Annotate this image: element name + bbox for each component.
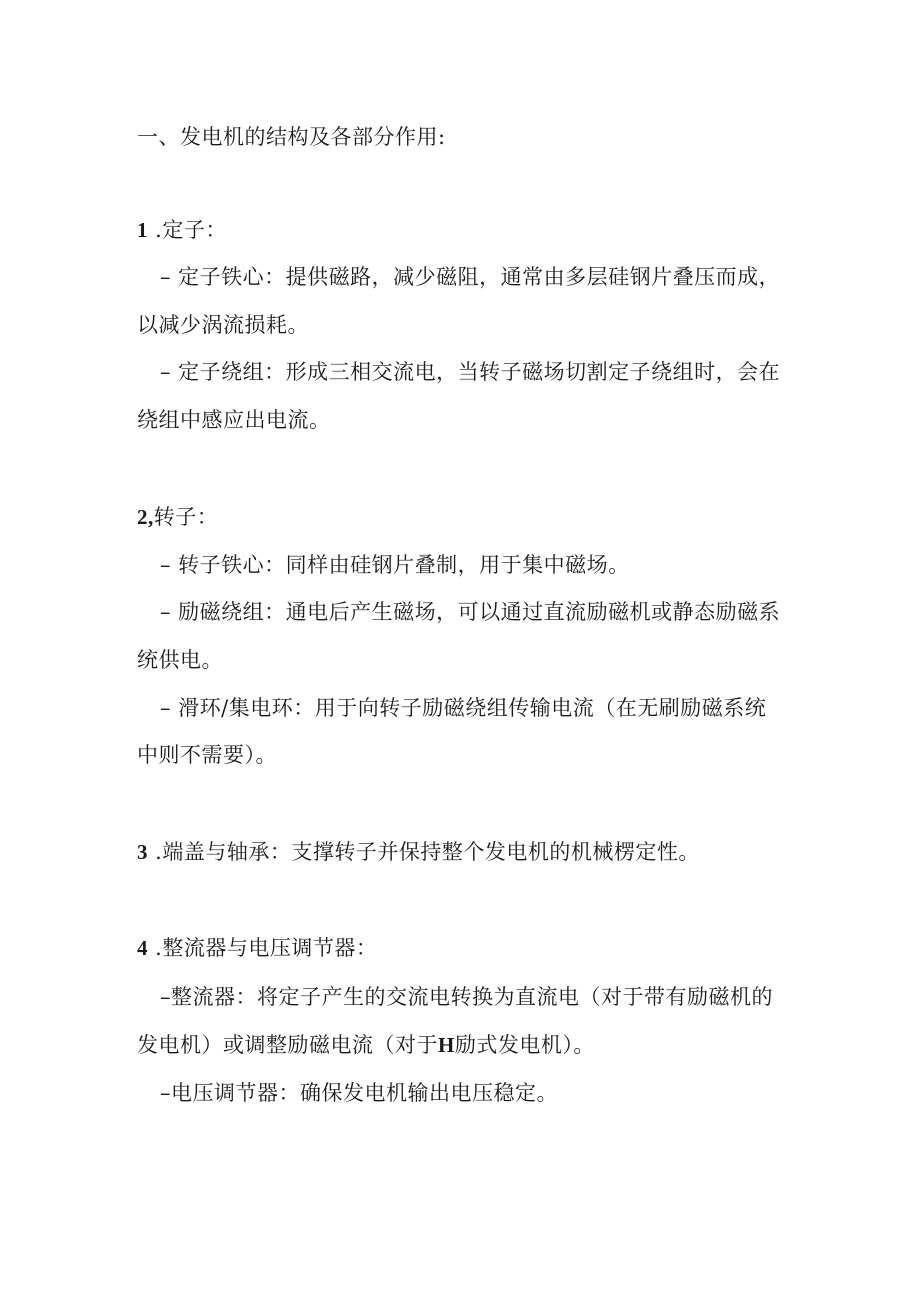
- section-2-label: 转子：: [153, 505, 219, 529]
- section-2-line-1: – 转子铁心：同样由硅钢片叠制，用于集中磁场。: [160, 553, 630, 577]
- section-1-line-4: 绕组中感应出电流。: [137, 408, 331, 432]
- section-3-title: [137, 837, 700, 867]
- section-2-number: 2,: [137, 505, 154, 529]
- section-4-line-2-start: 发电机）或调整励磁电流（对于: [137, 1033, 438, 1057]
- section-4-number: 4: [137, 936, 148, 960]
- section-3-label: .端盖与轴承：支撑转子并保持整个发电机的机械楞定性。: [148, 840, 700, 864]
- section-2-line-4: – 滑环/集电环：用于向转子励磁绕组传输电流（在无刷励磁系统: [160, 696, 767, 720]
- section-1-label: .定子：: [148, 218, 227, 242]
- section-3-number: 3: [137, 840, 148, 864]
- section-1-number: 1: [137, 218, 148, 242]
- section-4-inline-bold: H: [438, 1033, 455, 1057]
- document-heading: 一、发电机的结构及各部分作用:: [137, 125, 446, 149]
- section-4-title: [137, 933, 377, 963]
- section-2-line-2: – 励磁绕组：通电后产生磁场，可以通过直流励磁机或静态励磁系: [160, 600, 781, 624]
- section-4-line-1: –整流器：将定子产生的交流电转换为直流电（对于带有励磁机的: [160, 985, 773, 1009]
- section-2-line-3: 统供电。: [137, 648, 223, 672]
- section-1-title: [137, 215, 227, 245]
- section-1-line-3: – 定子绕组：形成三相交流电，当转子磁场切割定子绕组时，会在: [160, 360, 781, 384]
- section-1-line-2: 以减少涡流损耗。: [137, 313, 309, 337]
- section-2-title: [137, 502, 218, 532]
- section-1-line-1: – 定子铁心：提供磁路，减少磁阻，通常由多层硅钢片叠压而成，: [160, 265, 781, 289]
- section-2-line-5: 中则不需要）。: [137, 743, 277, 767]
- section-4-line-3: –电压调节器：确保发电机输出电压稳定。: [160, 1081, 558, 1105]
- section-4-line-2-end: 励式发电机）。: [454, 1033, 595, 1057]
- section-4-line-2: [137, 1030, 595, 1060]
- section-4-label: .整流器与电压调节器：: [148, 936, 378, 960]
